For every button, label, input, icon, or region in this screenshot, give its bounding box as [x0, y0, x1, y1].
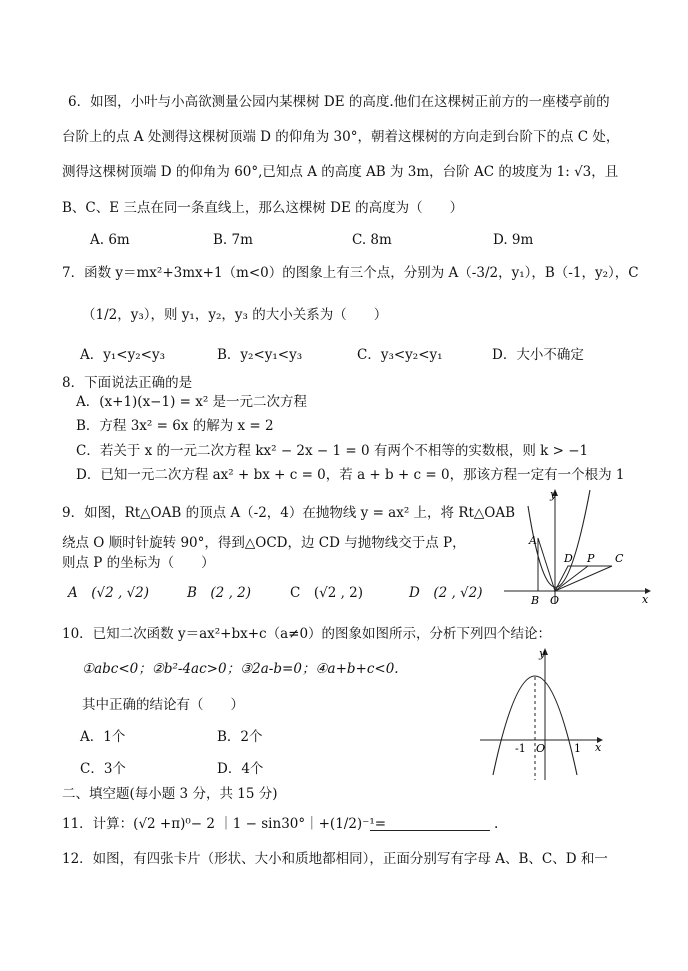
section-fill-in-title: 二、填空题(每小题 3 分，共 15 分) — [62, 786, 278, 802]
q9-line1: 9．如图，Rt△OAB 的顶点 A（-2，4）在抛物线 y = ax² 上，将 Rt△OAB — [62, 505, 516, 521]
q8-option-a: A．(x+1)(x−1) = x² 是一元二次方程 — [76, 394, 308, 410]
q10-label-y: y — [539, 647, 546, 660]
q10-option-c: C．3个 — [80, 761, 126, 777]
q8-title: 8．下面说法正确的是 — [62, 375, 193, 391]
q9-option-b: B (2 , 2) — [187, 585, 252, 601]
q8-option-c: C．若关于 x 的一元二次方程 kx² − 2x − 1 = 0 有两个不相等的实数根，则 k > −1 — [76, 443, 589, 459]
q8-option-d: D．已知一元二次方程 ax² + bx + c = 0，若 a + b + c = 0，那该方程一定有一个根为 1 — [76, 467, 625, 483]
q6-line3: 测得这棵树顶端 D 的仰角为 60°,已知点 A 的高度 AB 为 3m，台阶 AC 的坡度为 1: √3，且 — [62, 164, 619, 180]
q9-option-d: D (2 , √2) — [409, 585, 483, 601]
q8-option-b: B．方程 3x² = 6x 的解为 x = 2 — [76, 418, 274, 434]
q6-line2: 台阶上的点 A 处测得这棵树顶端 D 的仰角为 30°，朝着这棵树的方向走到台阶下的点 C 处， — [62, 129, 620, 145]
q9-label-x: x — [642, 593, 649, 606]
q9-option-c: C (√2 , 2) — [290, 585, 364, 601]
q6-option-a: A. 6m — [90, 232, 130, 248]
q6-line4: B、C、E 三点在同一条直线上，那么这棵树 DE 的高度为（ ） — [62, 200, 464, 216]
q10-option-d: D．4个 — [217, 761, 264, 777]
q10-option-b: B．2个 — [217, 729, 263, 745]
q9-parabola-figure — [500, 486, 660, 606]
q12-line1: 12．如图，有四张卡片（形状、大小和质地都相同），正面分别写有字母 A、B、C、D 和一 — [62, 851, 608, 867]
q9-label-a: A — [529, 534, 537, 547]
q11-end: . — [494, 816, 499, 832]
q10-label-one: 1 — [574, 742, 581, 755]
q7-option-d: D．大小不确定 — [492, 347, 584, 363]
q7-line2: （1/2，y₃），则 y₁，y₂，y₃ 的大小关系为（ ） — [82, 307, 388, 323]
q9-line3: 则点 P 的坐标为（ ） — [62, 555, 215, 571]
q10-label-o: O — [536, 742, 546, 755]
q9-label-p: P — [587, 552, 595, 565]
q6-option-c: C. 8m — [352, 232, 392, 248]
q9-label-y: y — [550, 488, 557, 501]
q9-label-c: C — [615, 552, 624, 565]
q10-line1: 10．已知二次函数 y＝ax²+bx+c（a≠0）的图象如图所示，分析下列四个结论： — [62, 626, 552, 642]
q7-option-a: A．y₁<y₂<y₃ — [80, 347, 165, 363]
q11-text: 11．计算：(√2 +π)⁰− 2 ｜1 − sin30°｜+(1/2)⁻¹= — [62, 816, 387, 832]
q10-parabola-figure — [475, 645, 620, 785]
q10-label-minus-one: -1 — [515, 742, 526, 755]
q10-line2: ①abc<0；②b²-4ac>0；③2a-b=0；④a+b+c<0. — [82, 661, 399, 677]
q9-label-o: O — [550, 594, 560, 606]
q7-option-b: B．y₂<y₁<y₃ — [217, 347, 303, 363]
q10-option-a: A．1个 — [80, 729, 126, 745]
q10-label-x: x — [595, 741, 602, 754]
q6-line1: 6．如图，小叶与小高欲测量公园内某棵树 DE 的高度.他们在这棵树正前方的一座楼亭前的 — [68, 94, 610, 110]
q9-label-b: B — [531, 594, 540, 606]
q7-line1: 7．函数 y＝mx²+3mx+1（m<0）的图象上有三个点，分别为 A（-3/2，y₁），B（-1，y₂），C — [62, 265, 639, 281]
q9-parabola — [528, 490, 590, 587]
q9-line2: 绕点 O 顺时针旋转 90°，得到△OCD，边 CD 与抛物线交于点 P， — [62, 535, 466, 551]
q6-option-d: D. 9m — [493, 232, 534, 248]
q6-option-b: B. 7m — [213, 232, 253, 248]
q11-answer-blank[interactable] — [370, 830, 490, 831]
q10-line3: 其中正确的结论有（ ） — [82, 697, 244, 713]
q9-label-d: D — [564, 552, 573, 565]
q9-option-a: A (√2 , √2) — [68, 585, 150, 601]
q7-option-c: C．y₃<y₂<y₁ — [357, 347, 443, 363]
